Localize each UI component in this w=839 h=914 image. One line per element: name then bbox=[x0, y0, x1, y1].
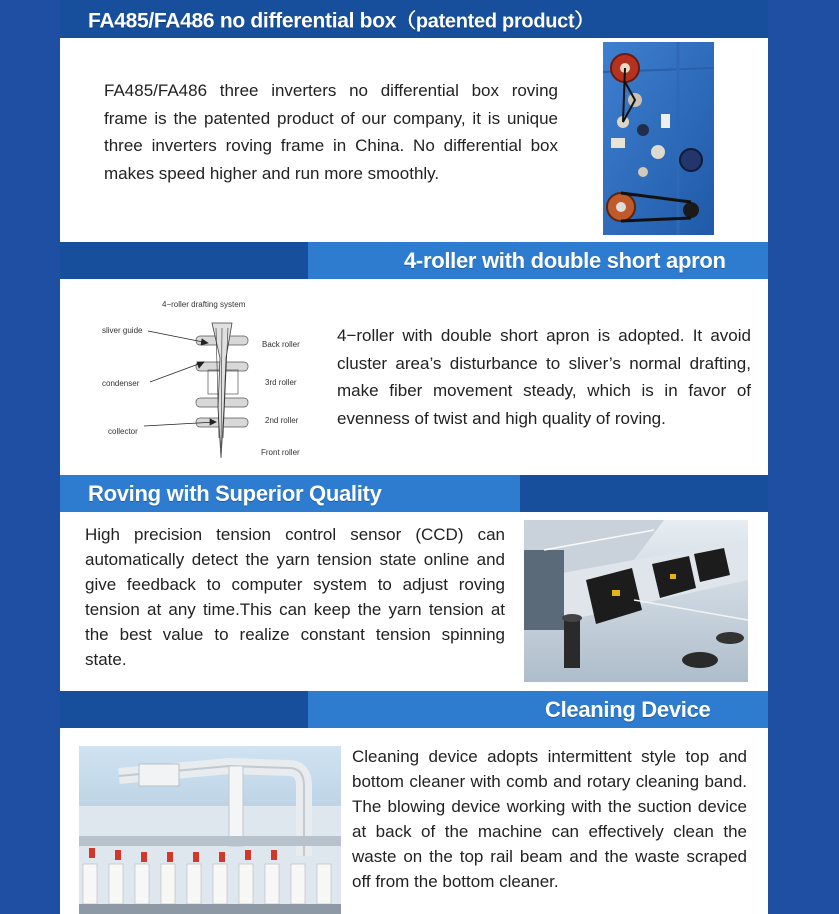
section4-body: Cleaning device adopts intermittent style top and bottom cleaner with comb and rotary cleaning band. The blowing device working with the suction device at back of the machine can effectively clean the waste on the top rail beam and the waste scraped off from the bottom cleaner. bbox=[352, 747, 747, 891]
section3-title: Roving with Superior Quality bbox=[88, 480, 382, 506]
section2-body: 4−roller with double short apron is adopted. It avoid cluster area’s disturbance to sliver’s normal drafting, make fiber movement steady, which is in favor of evenness of twist and high quality of roving. bbox=[337, 326, 751, 428]
section3-body: High precision tension control sensor (CCD) can automatically detect the yarn tension state online and give feedback to computer system to adjust roving tension at any time.This can keep the yarn tension at the best value to realize constant tension spinning state. bbox=[85, 525, 505, 669]
diagram-label-3rd-roller: 3rd roller bbox=[265, 378, 297, 387]
cleaning-device-photo bbox=[79, 746, 341, 914]
section2-title: 4-roller with double short apron bbox=[404, 247, 726, 273]
section2-header bbox=[60, 242, 768, 279]
diagram-label-2nd-roller: 2nd roller bbox=[265, 416, 299, 425]
diagram-label-back-roller: Back roller bbox=[262, 340, 300, 349]
diagram-label-sliver-guide: sliver guide bbox=[102, 326, 143, 335]
section1-header bbox=[60, 0, 768, 38]
diagram-title: 4−roller drafting system bbox=[162, 300, 246, 309]
section3-header bbox=[60, 475, 768, 512]
drafting-diagram bbox=[100, 298, 310, 463]
differential-box-photo bbox=[603, 42, 714, 235]
section4-title: Cleaning Device bbox=[545, 696, 711, 722]
section1-body: FA485/FA486 three inverters no differential box roving frame is the patented product of our company, it is unique three inverters roving frame in China. No differential box makes speed higher and run more smoothly. bbox=[104, 81, 558, 183]
diagram-label-front-roller: Front roller bbox=[261, 448, 300, 457]
section1-subtitle: （patented product） bbox=[396, 10, 595, 33]
tension-sensor-photo bbox=[524, 520, 748, 682]
diagram-label-condenser: condenser bbox=[102, 379, 140, 388]
diagram-label-collector: collector bbox=[108, 427, 138, 436]
section4-header bbox=[60, 691, 768, 728]
section1-title: FA485/FA486 no differential box bbox=[88, 9, 397, 33]
